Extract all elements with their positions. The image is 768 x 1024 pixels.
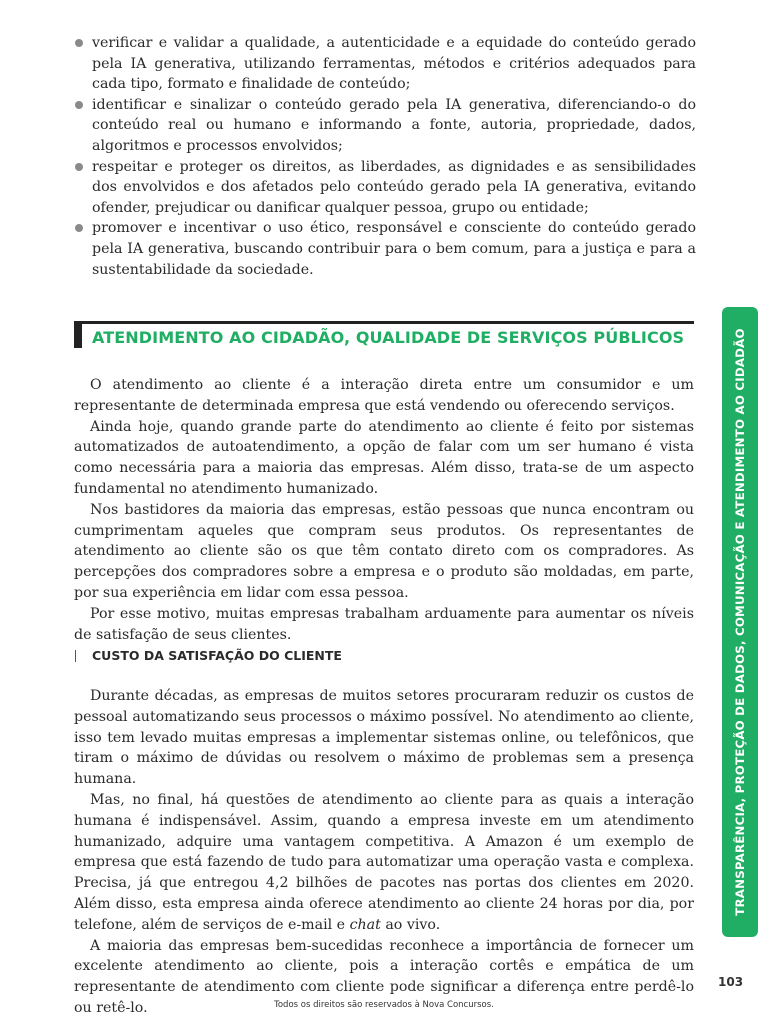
list-item-text: respeitar e proteger os direitos, as liberdades, as dignidades e as sensibilidades dos envolvidos e dos afetados pelo conteúdo gerado pela IA generativa, evitando ofender, prejudicar ou danificar qualquer pessoa, grupo ou entidade; [92,158,696,216]
section-body [74,375,694,645]
italic-term: chat [349,916,381,933]
list-item-text: identificar e sinalizar o conteúdo gerado pela IA generativa, diferenciando-o do conteúdo real ou humano e informando a fonte, autoria, propriedade, dados, algoritmos e processos envolvidos; [92,96,696,154]
paragraph: O atendimento ao cliente é a interação direta entre um consumidor e um representante de determinada empresa que está vendendo ou oferecendo serviços. [74,377,694,414]
subsection-body [74,686,694,1019]
list-item [74,95,696,157]
list-item-text: verificar e validar a qualidade, a autenticidade e a equidade do conteúdo gerado pela IA generativa, utilizando ferramentas, métodos e critérios adequados para cada tipo, formato e finalidade de conteúdo; [92,35,696,93]
list-item [74,218,696,280]
section-divider [74,321,694,324]
list-item-text: promover e incentivar o uso ético, responsável e consciente do conteúdo gerado pela IA generativa, buscando contribuir para o bem comum, para a justiça e para a sustentabilidade da sociedade. [92,220,696,278]
chapter-side-tab [722,307,758,937]
paragraph: Durante décadas, as empresas de muitos setores procuraram reduzir os custos de pessoal automatizando seus processos o máximo possível. No atendimento ao cliente, isso tem levado muitas empresas a implementar sistemas online, ou telefônicos, que tiram o máximo de dúvidas ou resolvem o máximo de problemas sem a presença humana. [74,688,694,788]
bullet-dot-icon [75,163,83,171]
list-item [74,33,696,95]
list-item [74,157,696,219]
bullet-dot-icon [75,39,83,47]
paragraph-text: Mas, no final, há questões de atendimento ao cliente para as quais a interação humana é indispensável. Assim, quando a empresa investe em um atendimento humanizado, adquire uma vantagem competitiva. A Amazon é um exemplo de empresa que está fazendo de tudo para automatizar uma operação vasta e complexa. Precisa, já que entregou 4,2 bilhões de pacotes nas portas dos clientes em 2020. Além disso, esta empresa ainda oferece atendimento ao cliente 24 horas por dia, por telefone, além de serviços de e-mail e [74,791,694,933]
paragraph: Ainda hoje, quando grande parte do atendimento ao cliente é feito por sistemas automatizados de autoatendimento, a opção de falar com um ser humano é vista como necessária para a maioria das empresas. Além disso, trata-se de um aspecto fundamental no atendimento humanizado. [74,418,694,497]
paragraph [74,790,694,936]
section-marker [74,324,82,348]
page-number: 103 [718,975,744,989]
paragraph: Nos bastidores da maioria das empresas, estão pessoas que nunca encontram ou cumprimentam aqueles que compram seus produtos. Os representantes de atendimento ao cliente são os que têm contato direto com os compradores. As percepções dos compradores sobre a empresa e o produto são moldadas, em parte, por sua experiência em lidar com essa pessoa. [74,501,694,601]
footer-copyright: Todos os direitos são reservados à Nova Concursos. [274,1000,494,1010]
bullet-dot-icon [75,224,83,232]
paragraph: A maioria das empresas bem-sucedidas reconhece a importância de fornecer um excelente atendimento ao cliente, pois a interação cortês e empática de um representante de atendimento com cliente pode significar a diferença entre perdê-lo ou retê-lo. [74,937,694,1016]
paragraph-text: ao vivo. [380,916,441,933]
section-title: ATENDIMENTO AO CIDADÃO, QUALIDADE DE SERVIÇOS PÚBLICOS [92,328,685,347]
subsection-title: CUSTO DA SATISFAÇÃO DO CLIENTE [92,648,342,663]
bullet-list [74,33,696,280]
subsection-marker [75,650,76,662]
chapter-side-tab-label: TRANSPARÊNCIA, PROTEÇÃO DE DADOS, COMUNICAÇÃO E ATENDIMENTO AO CIDADÃO [733,328,747,916]
paragraph: Por esse motivo, muitas empresas trabalham arduamente para aumentar os níveis de satisfação de seus clientes. [74,605,694,643]
bullet-dot-icon [75,101,83,109]
